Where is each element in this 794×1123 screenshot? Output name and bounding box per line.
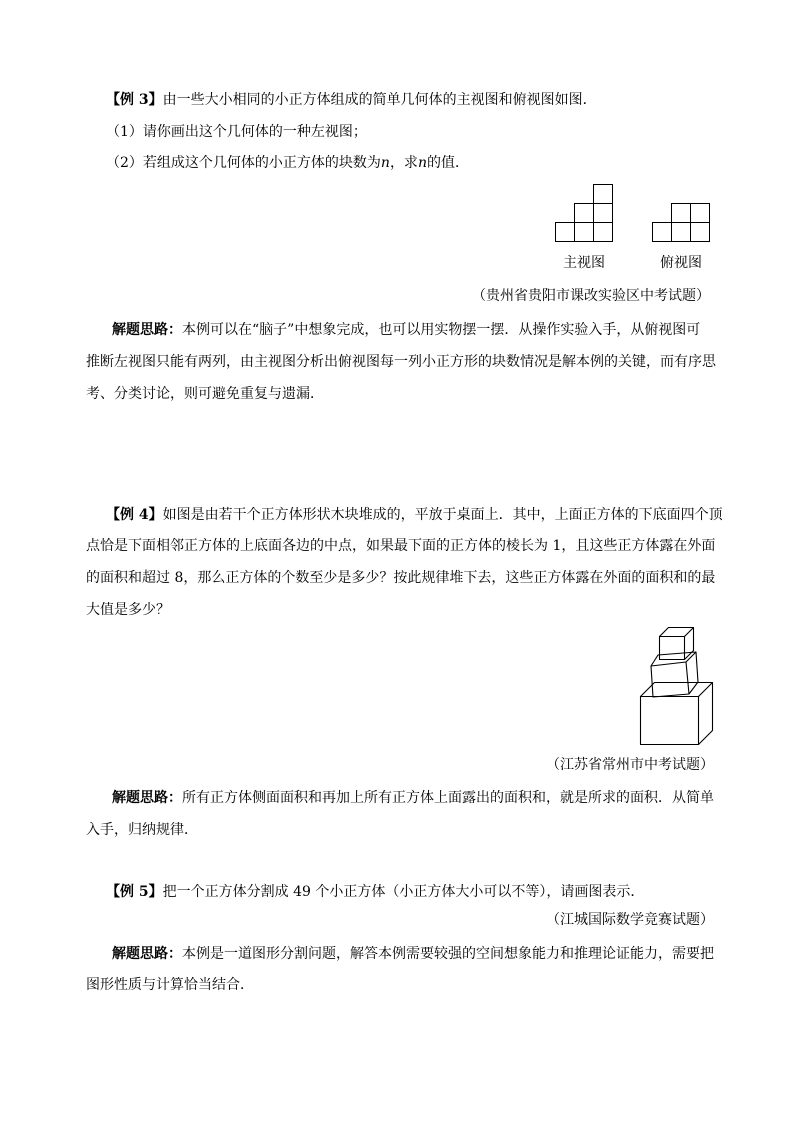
front-view-cell — [575, 223, 594, 242]
front-view-cell — [556, 223, 575, 242]
front-view-cell — [594, 223, 613, 242]
front-view-figure — [555, 183, 615, 243]
ex4-line-4: 大值是多少？ — [86, 602, 170, 618]
ex4-line-3: 的面积和超过 8，那么正方体的个数至少是多少？按此规律堆下去，这些正方体露在外面的面积和的最 — [86, 570, 716, 586]
ex3-statement: 由一些大小相同的小正方体组成的简单几何体的主视图和俯视图如图． — [162, 92, 597, 108]
var-n: n — [380, 155, 390, 171]
front-view-cell — [575, 204, 594, 223]
ex3-hint-line-1: 解题思路：本例可以在“脑子”中想象完成，也可以用实物摆一摆．从操作实验入手，从俯视图可 — [112, 322, 701, 338]
top-view-figure — [652, 202, 712, 242]
ex3-source: （贵州省贵阳市课改实验区中考试题） — [472, 288, 710, 304]
top-view-cell — [691, 223, 710, 242]
ex3-label: 【例 3】 — [106, 92, 163, 108]
ex4-source: （江苏省常州市中考试题） — [546, 757, 714, 773]
ex4-label: 【例 4】 — [106, 507, 163, 523]
ex4-hint-line-1: 解题思路：所有正方体侧面面积和再加上所有正方体上面露出的面积和，就是所求的面积．从简单 — [112, 790, 714, 806]
top-view-cell — [691, 204, 710, 223]
ex5-hint-line-2: 图形性质与计算恰当结合． — [86, 977, 254, 993]
top-view-cell — [672, 223, 691, 242]
ex5-hint-line-1: 解题思路：本例是一道图形分割问题，解答本例需要较强的空间想象能力和推理论证能力，需要把 — [112, 946, 714, 962]
ex4-line-1: 【例 4】如图是由若干个正方体形状木块堆成的，平放于桌面上．其中，上面正方体的下底面四个顶 — [106, 507, 723, 523]
ex5-source: （江城国际数学竞赛试题） — [546, 912, 714, 928]
bottom-cube — [641, 683, 713, 745]
hint-label: 解题思路： — [112, 322, 182, 338]
front-view-cell — [594, 204, 613, 223]
middle-cube — [651, 652, 698, 697]
top-view-cell — [672, 204, 691, 223]
top-view-caption: 俯视图 — [660, 255, 702, 271]
ex3-heading — [106, 90, 597, 110]
stacked-cubes-figure — [638, 624, 718, 749]
ex4-hint-line-2: 入手，归纳规律． — [86, 822, 198, 838]
hint-label: 解题思路： — [112, 790, 182, 806]
ex4-line-2: 点恰是下面相邻正方体的上底面各边的中点，如果最下面的正方体的棱长为 1，且这些正方体露在外面 — [86, 538, 716, 554]
top-view-cell — [653, 223, 672, 242]
ex5-label: 【例 5】 — [106, 884, 163, 900]
ex3-question-2: （2）若组成这个几何体的小正方体的块数为n，求n的值． — [106, 155, 469, 171]
var-n: n — [417, 155, 427, 171]
ex5-line-1: 【例 5】把一个正方体分割成 49 个小正方体（小正方体大小可以不等），请画图表示． — [106, 884, 645, 900]
ex3-question-1: （1）请你画出这个几何体的一种左视图； — [106, 124, 367, 140]
ex3-hint-line-3: 考、分类讨论，则可避免重复与遗漏． — [86, 386, 324, 402]
hint-label: 解题思路： — [112, 946, 182, 962]
front-view-cell — [594, 185, 613, 204]
front-view-caption: 主视图 — [563, 255, 605, 271]
ex3-hint-line-2: 推断左视图只能有两列，由主视图分析出俯视图每一列小正方形的块数情况是解本例的关键，而有序思 — [86, 354, 716, 370]
